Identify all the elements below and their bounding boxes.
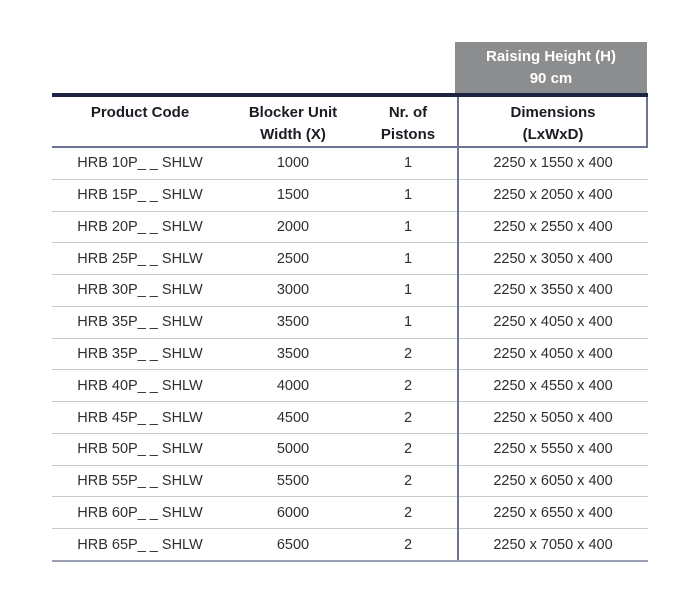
blocker-width-cell: 6000 [276, 504, 310, 521]
dimensions-cell: 2250 x 3050 x 400 [493, 250, 613, 267]
pistons-cell: 2 [403, 504, 413, 521]
dimensions-cell: 2250 x 5050 x 400 [493, 409, 613, 426]
pistons-cell: 2 [403, 441, 413, 458]
dimensions-cell: 2250 x 4050 x 400 [493, 345, 613, 362]
pistons-cell: 1 [403, 218, 413, 235]
product-code-cell: HRB 60P_ _ SHLW [77, 504, 203, 521]
pistons-cell: 1 [403, 314, 413, 331]
dimensions-cell: 2250 x 1550 x 400 [493, 155, 613, 172]
pistons-dimensions-divider [457, 97, 459, 560]
blocker-width-cell: 2000 [276, 218, 310, 235]
pistons-cell: 1 [403, 187, 413, 204]
blocker-width-cell: 6500 [276, 536, 310, 553]
column-header-pistons [358, 97, 458, 146]
product-code-cell: HRB 45P_ _ SHLW [77, 409, 203, 426]
dimensions-cell: 2250 x 2050 x 400 [493, 187, 613, 204]
table-row [52, 179, 648, 211]
dimensions-cell: 2250 x 3550 x 400 [493, 282, 613, 299]
raising-height-line2: 90 cm [529, 69, 573, 87]
raising-height-banner [455, 42, 647, 93]
product-code-cell: HRB 65P_ _ SHLW [77, 536, 203, 553]
table-row [52, 496, 648, 528]
dimensions-header-right-border [646, 97, 648, 148]
blocker-width-cell: 4500 [276, 409, 310, 426]
blocker-width-cell: 4000 [276, 377, 310, 394]
table-row [52, 211, 648, 243]
blocker-width-cell: 5500 [276, 473, 310, 490]
dimensions-cell: 2250 x 4050 x 400 [493, 314, 613, 331]
blocker-width-cell: 2500 [276, 250, 310, 267]
product-code-cell: HRB 55P_ _ SHLW [77, 473, 203, 490]
column-header-label: Nr. of [388, 104, 428, 121]
product-code-cell: HRB 20P_ _ SHLW [77, 218, 203, 235]
product-code-cell: HRB 35P_ _ SHLW [77, 314, 203, 331]
table-row [52, 242, 648, 274]
table-row [52, 401, 648, 433]
product-code-cell: HRB 35P_ _ SHLW [77, 345, 203, 362]
column-header-label: Pistons [380, 126, 436, 143]
product-code-cell: HRB 10P_ _ SHLW [77, 155, 203, 172]
product-code-cell: HRB 25P_ _ SHLW [77, 250, 203, 267]
blocker-width-cell: 1500 [276, 187, 310, 204]
dimensions-cell: 2250 x 7050 x 400 [493, 536, 613, 553]
dimensions-cell: 2250 x 2550 x 400 [493, 218, 613, 235]
raising-height-line1: Raising Height (H) [486, 47, 616, 65]
table-row [52, 274, 648, 306]
table-row [52, 338, 648, 370]
table-row [52, 465, 648, 497]
blocker-width-cell: 3500 [276, 314, 310, 331]
table-row [52, 528, 648, 560]
pistons-cell: 2 [403, 409, 413, 426]
column-header-label: Product Code [90, 104, 190, 121]
product-code-cell: HRB 15P_ _ SHLW [77, 187, 203, 204]
dimensions-cell: 2250 x 4550 x 400 [493, 377, 613, 394]
column-header-label: Width (X) [260, 126, 326, 143]
pistons-cell: 1 [403, 282, 413, 299]
column-header-dimensions [458, 97, 648, 146]
column-header-label: Blocker Unit [248, 104, 338, 121]
pistons-cell: 2 [403, 536, 413, 553]
column-header-product-code [52, 97, 228, 146]
product-code-cell: HRB 40P_ _ SHLW [77, 377, 203, 394]
column-header-label: Dimensions [510, 104, 596, 121]
blocker-width-cell: 3500 [276, 345, 310, 362]
product-code-cell: HRB 30P_ _ SHLW [77, 282, 203, 299]
column-header-label: (LxWxD) [522, 126, 584, 143]
pistons-cell: 2 [403, 377, 413, 394]
dimensions-cell: 2250 x 6550 x 400 [493, 504, 613, 521]
column-header-blocker-width [228, 97, 358, 146]
table-row [52, 369, 648, 401]
blocker-width-cell: 5000 [276, 441, 310, 458]
pistons-cell: 2 [403, 473, 413, 490]
pistons-cell: 1 [403, 155, 413, 172]
table-body [52, 148, 648, 562]
blocker-width-cell: 3000 [276, 282, 310, 299]
pistons-cell: 2 [403, 345, 413, 362]
table-row [52, 306, 648, 338]
table-header-row [52, 97, 648, 148]
product-code-cell: HRB 50P_ _ SHLW [77, 441, 203, 458]
blocker-width-cell: 1000 [276, 155, 310, 172]
pistons-cell: 1 [403, 250, 413, 267]
table-row [52, 148, 648, 179]
table-row [52, 433, 648, 465]
dimensions-cell: 2250 x 5550 x 400 [493, 441, 613, 458]
dimensions-cell: 2250 x 6050 x 400 [493, 473, 613, 490]
